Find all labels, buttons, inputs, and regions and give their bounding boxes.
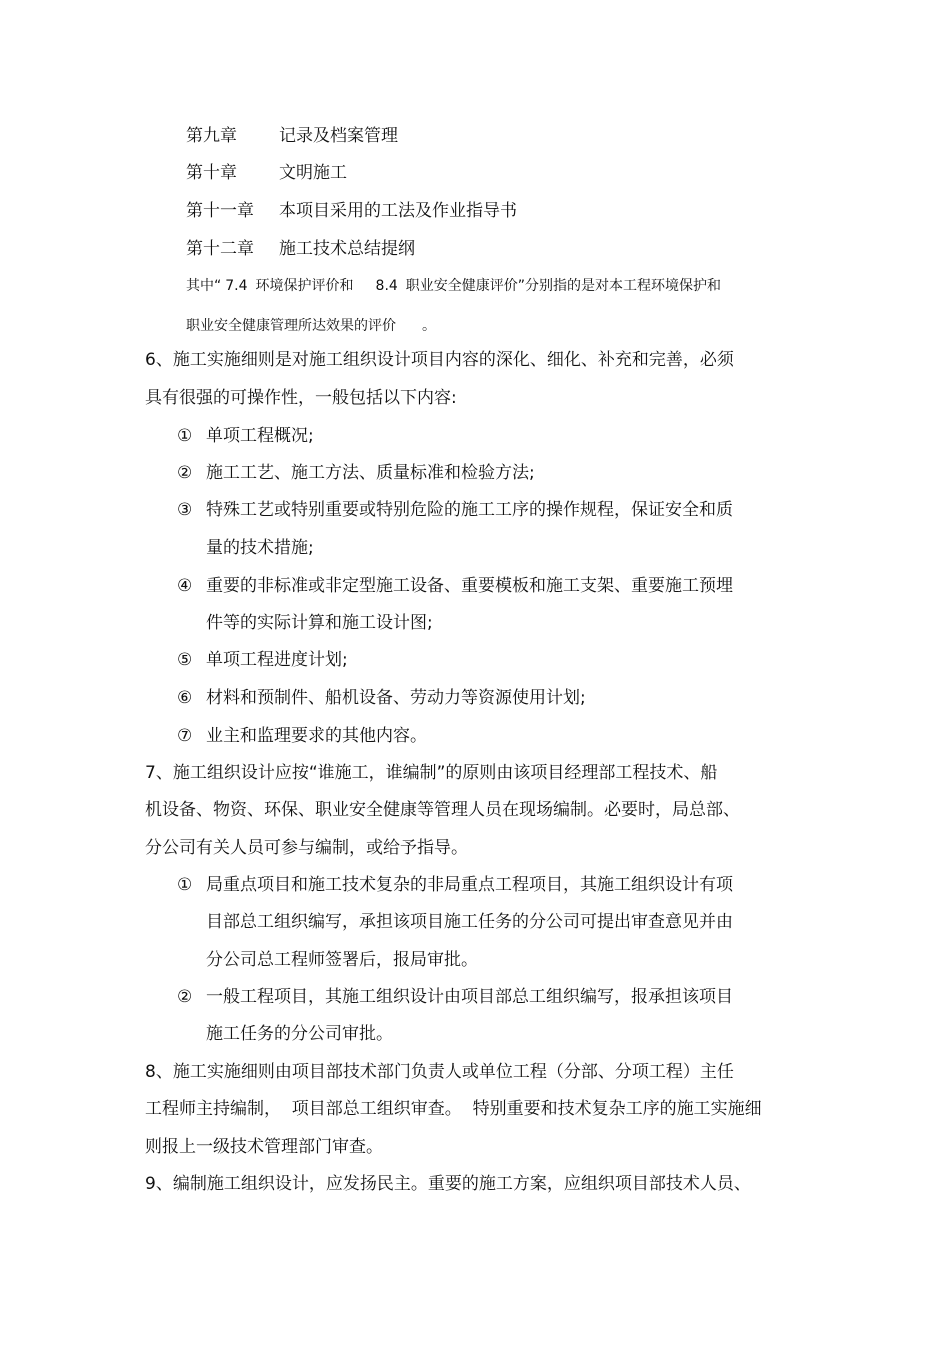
chapter-number: 第十一章: [186, 201, 254, 221]
item-marker: ①: [177, 426, 193, 446]
chapter-title: 施工技术总结提纲: [279, 239, 415, 259]
note-text: 其中“: [186, 278, 222, 294]
chapter-title: 记录及档案管理: [279, 126, 398, 146]
note-end: 。: [422, 318, 436, 334]
paragraph-line: 具有很强的可操作性，一般包括以下内容:: [145, 388, 457, 408]
item-continuation: 分公司总工程师签署后，报局审批。: [206, 950, 478, 970]
note-line-2: [186, 314, 436, 338]
item-marker: ⑦: [177, 726, 193, 746]
item-text: 施工工艺、施工方法、质量标准和检验方法;: [206, 463, 535, 483]
item-marker: ③: [177, 500, 193, 520]
item-text: 重要的非标准或非定型施工设备、重要模板和施工支架、重要施工预埋: [206, 576, 733, 596]
item-text: 一般工程项目，其施工组织设计由项目部总工组织编写，报承担该项目: [206, 987, 733, 1007]
paragraph-line: 6、施工实施细则是对施工组织设计项目内容的深化、细化、补充和完善，必须: [145, 350, 734, 370]
chapter-number: 第十二章: [186, 239, 254, 259]
item-text: 局重点项目和施工技术复杂的非局重点工程项目，其施工组织设计有项: [206, 875, 733, 895]
chapter-number: 第九章: [186, 126, 237, 146]
chapter-title: 文明施工: [279, 163, 347, 183]
item-continuation: 件等的实际计算和施工设计图;: [206, 613, 433, 633]
item-text: 特殊工艺或特别重要或特别危险的施工工序的操作规程，保证安全和质: [206, 500, 733, 520]
item-text: 材料和预制件、船机设备、劳动力等资源使用计划;: [206, 688, 586, 708]
item-marker: ②: [177, 463, 193, 483]
paragraph-line: 则报上一级技术管理部门审查。: [145, 1137, 383, 1157]
item-marker: ①: [177, 875, 193, 895]
item-marker: ⑥: [177, 688, 193, 708]
paragraph-line: 9、编制施工组织设计，应发扬民主。重要的施工方案，应组织项目部技术人员、: [145, 1174, 751, 1194]
paragraph-line: 工程师主持编制， 项目部总工组织审查。 特别重要和技术复杂工序的施工实施细: [145, 1099, 762, 1119]
chapter-title: 本项目采用的工法及作业指导书: [279, 201, 517, 221]
note-text: 环境保护评价和: [255, 278, 354, 294]
item-continuation: 量的技术措施;: [206, 538, 314, 558]
item-marker: ⑤: [177, 650, 193, 670]
note-line-1: [186, 274, 721, 298]
paragraph-line: 8、施工实施细则由项目部技术部门负责人或单位工程（分部、分项工程）主任: [145, 1062, 734, 1082]
paragraph-line: 分公司有关人员可参与编制，或给予指导。: [145, 838, 468, 858]
item-continuation: 目部总工组织编写，承担该项目施工任务的分公司可提出审查意见并由: [206, 912, 733, 932]
item-marker: ④: [177, 576, 193, 596]
paragraph-line: 7、施工组织设计应按“谁施工，谁编制”的原则由该项目经理部工程技术、船: [145, 763, 718, 783]
chapter-number: 第十章: [186, 163, 237, 183]
paragraph-line: 机设备、物资、环保、职业安全健康等管理人员在现场编制。必要时，局总部、: [145, 800, 740, 820]
item-text: 单项工程概况;: [206, 426, 314, 446]
note-text: 职业安全健康管理所达效果的评价: [186, 318, 396, 334]
item-marker: ②: [177, 987, 193, 1007]
note-text: 7.4: [225, 278, 248, 294]
item-text: 单项工程进度计划;: [206, 650, 348, 670]
item-text: 业主和监理要求的其他内容。: [206, 726, 427, 746]
item-continuation: 施工任务的分公司审批。: [206, 1024, 393, 1044]
note-text: 8.4: [375, 278, 398, 294]
note-text: 职业安全健康评价”分别指的是对本工程环境保护和: [405, 278, 722, 294]
